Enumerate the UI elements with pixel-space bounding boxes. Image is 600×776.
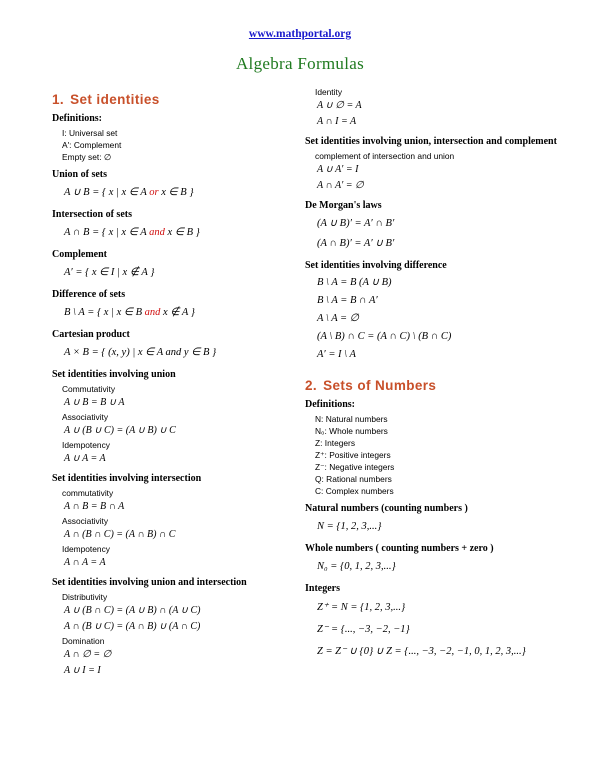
difference-formula-4: (A \ B) ∩ C = (A ∩ C) \ (B ∩ C) [317,331,452,342]
integers-formula-1: Z⁺ = N = {1, 2, 3,...} [317,602,406,613]
distributivity-formula-2: A ∩ (B ∪ C) = (A ∩ B) ∪ (A ∩ C) [64,621,201,632]
identity-formula-1: A ∪ ∅ = A [317,100,362,111]
section-heading-set-identities [52,92,297,107]
integers-formula-2: Z⁻ = {..., −3, −2, −1} [317,624,410,635]
union-commutativity-label: Commutativity [62,384,116,394]
domination-formula-2: A ∪ I = I [64,665,101,676]
inter-commutativity-label: commutativity [62,488,114,498]
def-natural: N: Natural numbers [315,414,388,424]
identity-label: Identity [315,87,343,97]
complement-heading: Complement [52,249,107,260]
right-column [305,86,595,663]
def-rational: Q: Rational numbers [315,474,392,484]
union-identities-heading: Set identities involving union [52,369,176,380]
union-formula [64,183,297,203]
demorgan-formula-2: (A ∩ B)′ = A′ ∪ B′ [317,238,395,249]
inter-associativity-formula: A ∩ (B ∩ C) = (A ∩ B) ∩ C [64,529,176,540]
intersection-heading: Intersection of sets [52,209,132,220]
integers-formula-3: Z = Z⁻ ∪ {0} ∪ Z = {..., −3, −2, −1, 0, 1, 2, 3,...} [317,646,526,657]
document-title: Algebra Formulas [235,54,365,73]
whole-numbers-heading: Whole numbers ( counting numbers + zero ) [305,543,494,554]
inter-commutativity-formula: A ∩ B = B ∩ A [64,501,125,512]
def-complex: C: Complex numbers [315,486,394,496]
difference-formula-3: A \ A = ∅ [317,313,359,324]
difference-formula [64,303,297,323]
section-number: 1. [52,92,65,107]
whole-numbers-formula: N₀ = {0, 1, 2, 3,...} [317,561,396,572]
union-associativity-label: Associativity [62,412,109,422]
difference-formula-5: A′ = I \ A [317,349,356,360]
domination-formula-1: A ∩ ∅ = ∅ [64,649,112,660]
integers-heading: Integers [305,583,340,594]
def-positive-integers: Z⁺: Positive integers [315,450,391,460]
difference-identities-heading: Set identities involving difference [305,260,447,271]
section2-title: Sets of Numbers [323,378,437,393]
union-associativity-formula: A ∪ (B ∪ C) = (A ∪ B) ∪ C [64,425,176,436]
complement-formula: A′ = { x ∈ I | x ∉ A } [64,267,155,278]
natural-numbers-heading: Natural numbers (counting numbers ) [305,503,468,514]
inter-f2: x ∈ B } [164,227,200,238]
demorgan-heading: De Morgan's laws [305,200,382,211]
inter-idempotency-label: Idempotency [62,544,110,554]
inter-idempotency-formula: A ∩ A = A [64,557,106,568]
cartesian-heading: Cartesian product [52,329,130,340]
union-intersection-heading: Set identities involving union and intersection [52,577,247,588]
uic-formula-1: A ∪ A′ = I [317,164,359,175]
diff-and: and [144,307,161,318]
union-heading: Union of sets [52,169,108,180]
uic-formula-2: A ∩ A′ = ∅ [317,180,364,191]
inter-and: and [149,227,165,238]
union-idempotency-formula: A ∪ A = A [64,453,106,464]
def-negative-integers: Z⁻: Negative integers [315,462,395,472]
identity-formula-2: A ∩ I = A [317,116,357,127]
section2-number: 2. [305,378,318,393]
union-idempotency-label: Idempotency [62,440,110,450]
distributivity-label: Distributivity [62,592,108,602]
def-whole: N₀: Whole numbers [315,426,388,436]
definitions-heading: Definitions: [52,113,102,124]
union-f2: x ∈ B } [158,187,194,198]
def-universal: I: Universal set [62,128,118,138]
distributivity-formula-1: A ∪ (B ∩ C) = (A ∪ B) ∩ (A ∪ C) [64,605,201,616]
difference-formula-1: B \ A = B (A ∪ B) [317,277,392,288]
demorgan-formula-1: (A ∪ B)′ = A′ ∩ B′ [317,218,395,229]
cartesian-formula: A × B = { (x, y) | x ∈ A and y ∈ B } [64,347,217,358]
intersection-identities-heading: Set identities involving intersection [52,473,202,484]
union-intersection-complement-heading: Set identities involving union, intersection and complement [305,136,557,147]
domination-label: Domination [62,636,105,646]
intersection-formula [64,223,297,243]
uic-sublabel: complement of intersection and union [315,151,455,161]
inter-f1: A ∩ B = { x | x ∈ A [64,227,150,238]
difference-formula-2: B \ A = B ∩ A′ [317,295,378,306]
def-complement: A': Complement [62,140,122,150]
diff-f1: B \ A = { x | x ∈ B [64,307,145,318]
def-empty: Empty set: ∅ [62,152,112,162]
site-link[interactable]: www.mathportal.org [248,28,352,40]
union-or: or [149,187,159,198]
inter-associativity-label: Associativity [62,516,109,526]
union-commutativity-formula: A ∪ B = B ∪ A [64,397,125,408]
def-integers: Z: Integers [315,438,356,448]
numbers-definitions-heading: Definitions: [305,399,355,410]
left-column [52,92,297,679]
section-title: Set identities [70,92,160,107]
diff-f2: x ∉ A } [160,307,195,318]
difference-heading: Difference of sets [52,289,126,300]
natural-numbers-formula: N = {1, 2, 3,...} [317,521,382,532]
section-heading-sets-of-numbers [305,378,595,393]
union-f1: A ∪ B = { x | x ∈ A [64,187,150,198]
